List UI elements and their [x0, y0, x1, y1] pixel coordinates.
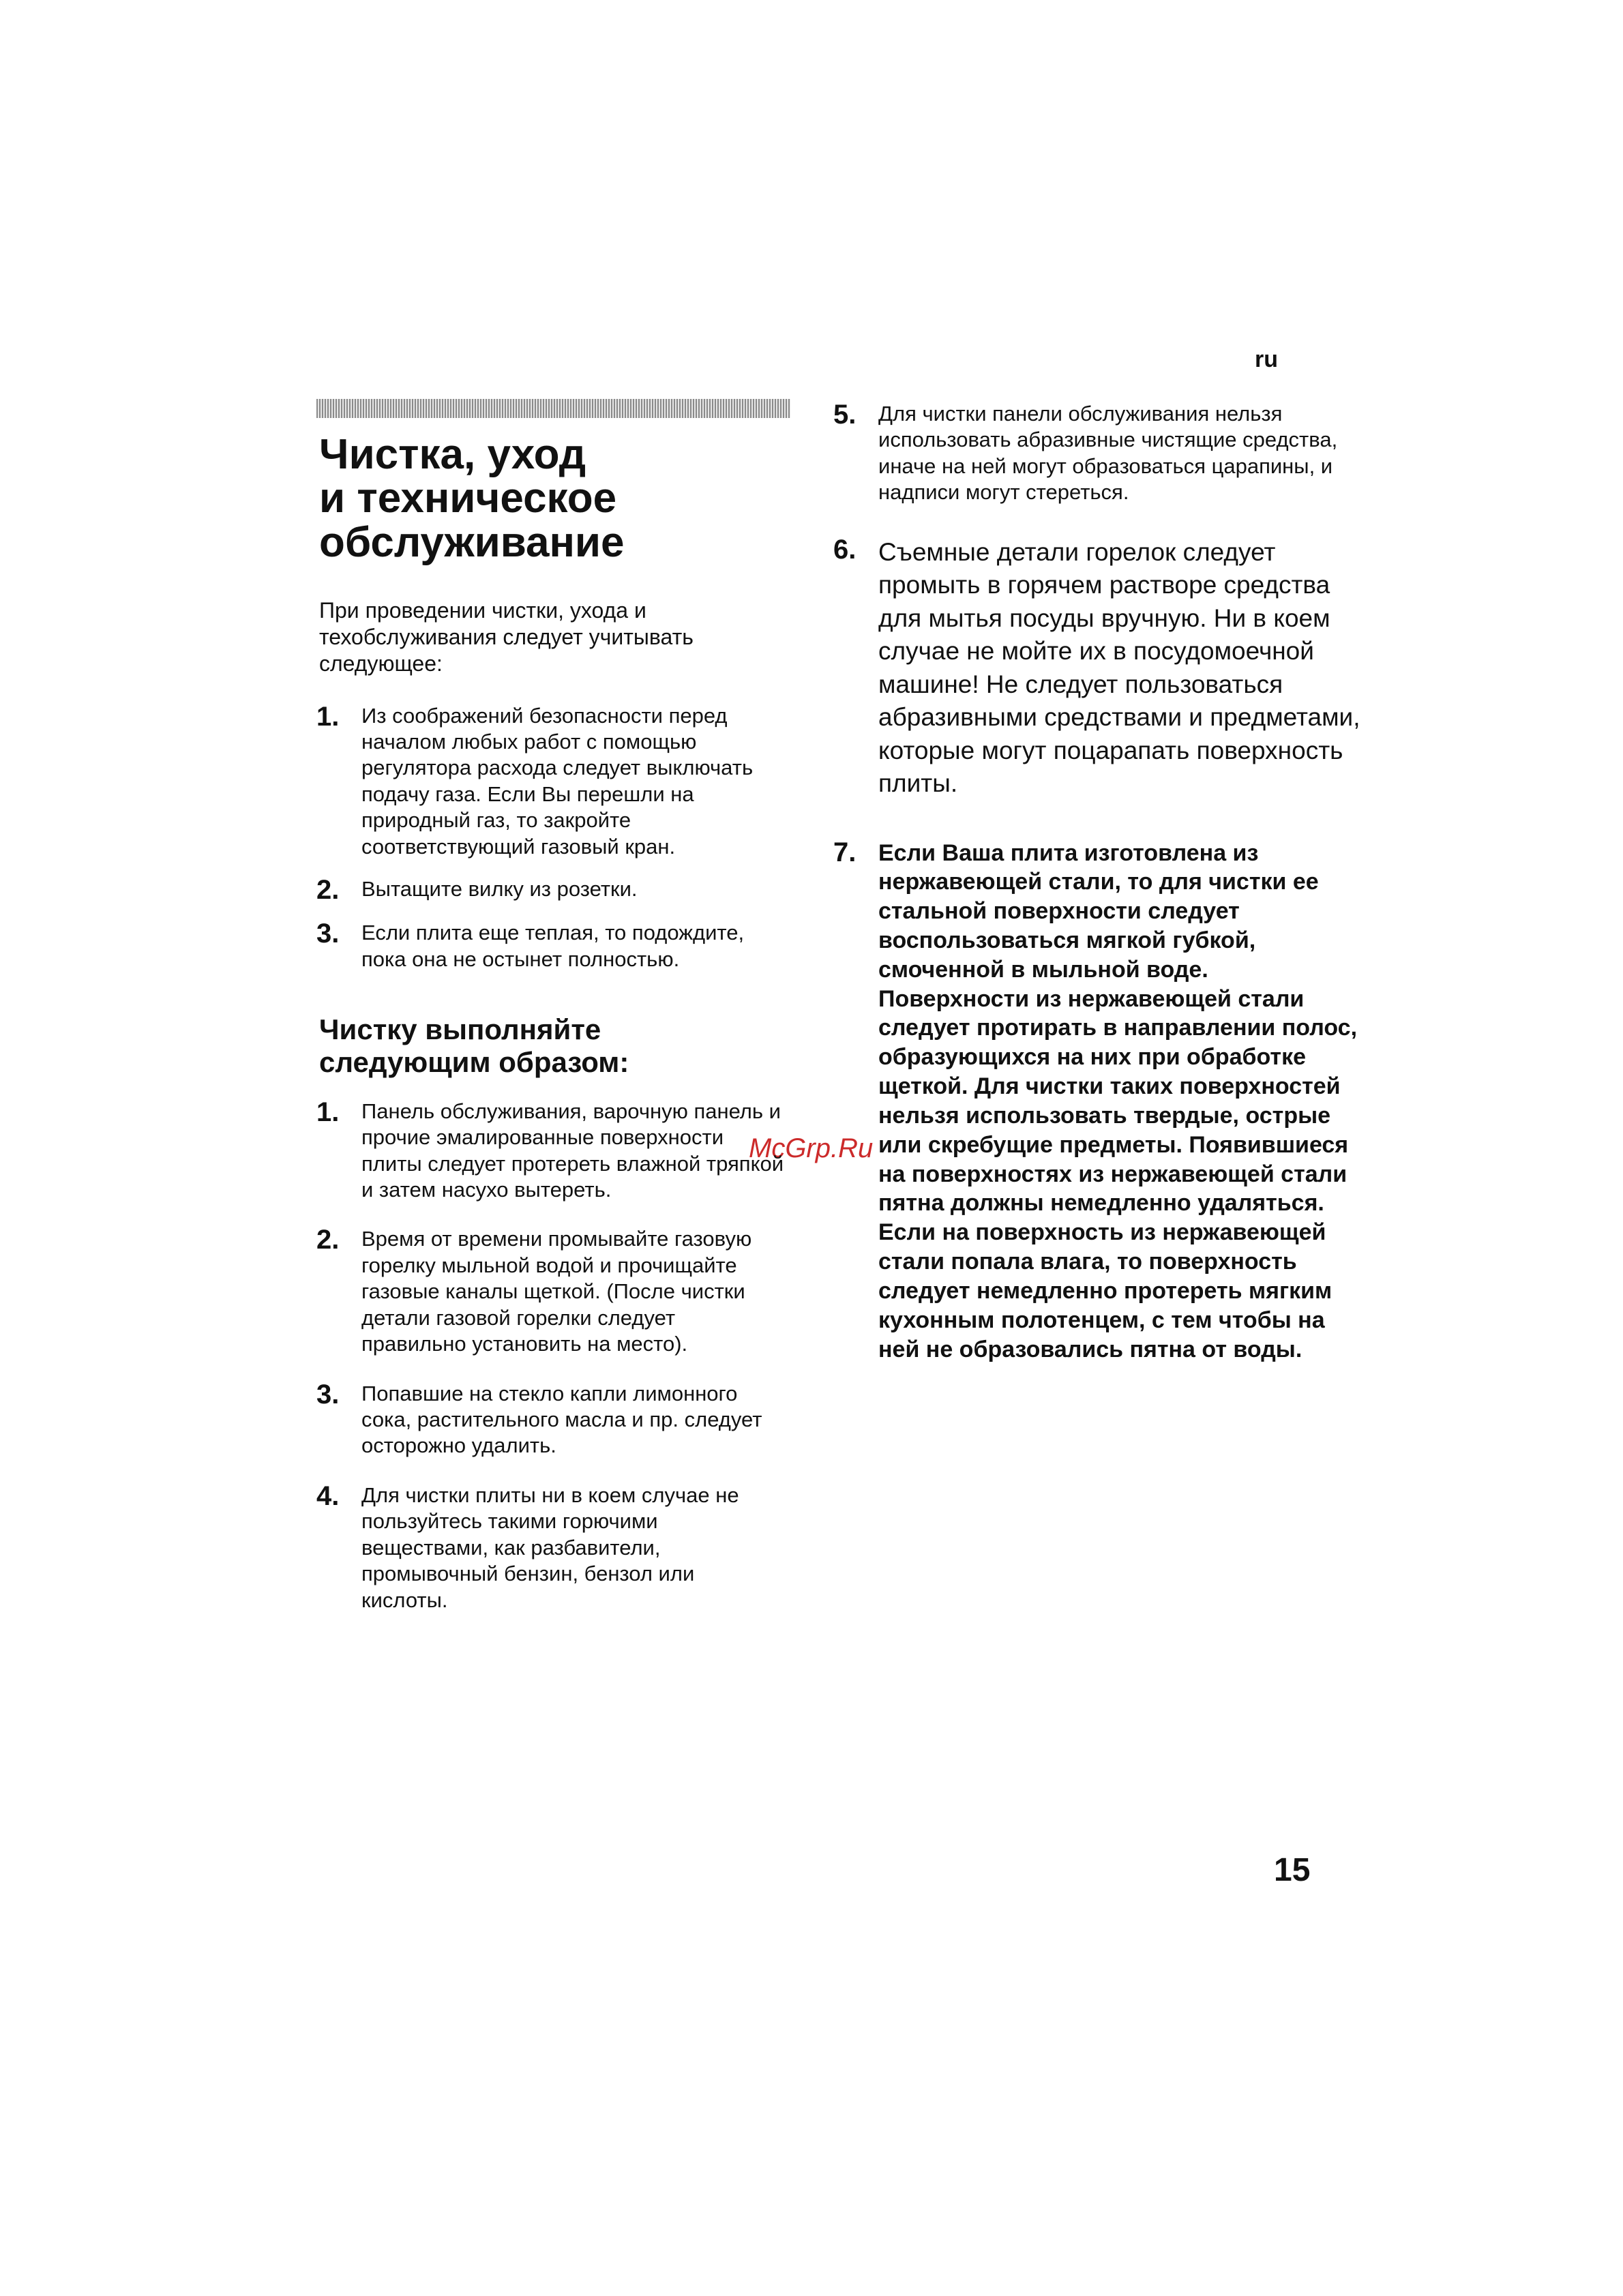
list-item: [316, 920, 794, 972]
list-item: [316, 1482, 794, 1613]
section-rule: [316, 399, 790, 418]
item-text: Для чистки панели обслуживания нельзя использовать абразивные чистящие средства, иначе на ней могут образоваться царапины, и надписи могут стереться.: [878, 402, 1338, 505]
right-column: [833, 401, 1365, 1364]
subheading-line: Чистку выполняйте: [319, 1013, 601, 1046]
item-number: 6.: [833, 534, 857, 565]
watermark: McGrp.Ru: [749, 1133, 874, 1163]
item-number: 3.: [316, 919, 340, 949]
cleaning-steps-list: [316, 1099, 794, 1613]
item-number: 2.: [316, 875, 340, 906]
subheading-line: следующим образом:: [319, 1046, 629, 1079]
list-item: [316, 1226, 794, 1357]
language-label: ru: [1255, 346, 1278, 372]
item-text: Для чистки плиты ни в коем случае не пользуйтесь такими горючими веществами, как разбавители, промывочный бензин, бензол или кислоты.: [361, 1482, 739, 1612]
item-text: Если Ваша плита изготовлена из нержавеющей стали, то для чистки ее стальной поверхности следует воспользоваться мягкой губкой, смоченной в мыльной воде. Поверхности из нержавеющей стали следует протирать в направлении полос, образующихся на них при обработке щеткой. Для чистки таких поверхностей нельзя использовать твердые, острые или скребущие предметы. Появившиеся на поверхностях из нержавеющей стали пятна должны немедленно удаляться. Если на поверхность из нержавеющей стали попала влага, то поверхность следует немедленно протереть мягким кухонным полотенцем, с тем чтобы на ней не образовались пятна от воды.: [878, 839, 1358, 1362]
list-item: [833, 401, 1365, 506]
item-number: 4.: [316, 1480, 340, 1511]
list-item: [316, 876, 794, 904]
section-title-line: Чистка, уход: [319, 431, 586, 478]
page-number: 15: [1274, 1852, 1311, 1888]
list-item: [833, 839, 1365, 1365]
item-text: Если плита еще теплая, то подождите, пока она не остынет полностью.: [361, 921, 745, 971]
subheading: [319, 1013, 794, 1079]
item-text: Попавшие на стекло капли лимонного сока, растительного масла и пр. следует осторожно удалить.: [361, 1381, 762, 1458]
item-text: Съемные детали горелок следует промыть в горячем растворе средства для мытья посуды вручную. Ни в коем случае не мойте их в посудомоечной машине! Не следует пользоваться абразивными средствами и предметами, которые могут поцарапать поверхность плиты.: [878, 537, 1360, 798]
item-text: Время от времени промывайте газовую горелку мыльной водой и прочищайте газовые каналы щеткой. (После чистки детали газовой горелки следует правильно установить на место).: [361, 1227, 752, 1356]
intro-paragraph: При проведении чистки, ухода и техобслуживания следует учитывать следующее:: [319, 598, 694, 676]
list-item: [833, 536, 1365, 801]
list-item: [316, 1381, 794, 1459]
list-item: [316, 1099, 794, 1204]
item-text: Панель обслуживания, варочную панель и прочие эмалированные поверхности плиты следует протереть влажной тряпкой и затем насухо вытереть.: [361, 1099, 784, 1202]
section-title-line: обслуживание: [319, 518, 625, 566]
item-number: 1.: [316, 701, 340, 732]
item-number: 5.: [833, 400, 857, 430]
item-number: 2.: [316, 1225, 340, 1255]
section-title-line: и техническое: [319, 475, 617, 522]
item-text: Вытащите вилку из розетки.: [361, 877, 638, 901]
list-item: [316, 703, 794, 861]
precautions-list: [316, 703, 794, 973]
cleaning-steps-list-continued: [833, 401, 1365, 1364]
item-number: 1.: [316, 1097, 340, 1127]
section-title: [319, 433, 794, 565]
left-column: [316, 399, 794, 1637]
item-number: 3.: [316, 1379, 340, 1410]
item-number: 7.: [833, 837, 857, 867]
item-text: Из соображений безопасности перед началом любых работ с помощью регулятора расхода следует выключать подачу газа. Если Вы перешли на природный газ, то закройте соответствующий газовый кран.: [361, 703, 754, 859]
